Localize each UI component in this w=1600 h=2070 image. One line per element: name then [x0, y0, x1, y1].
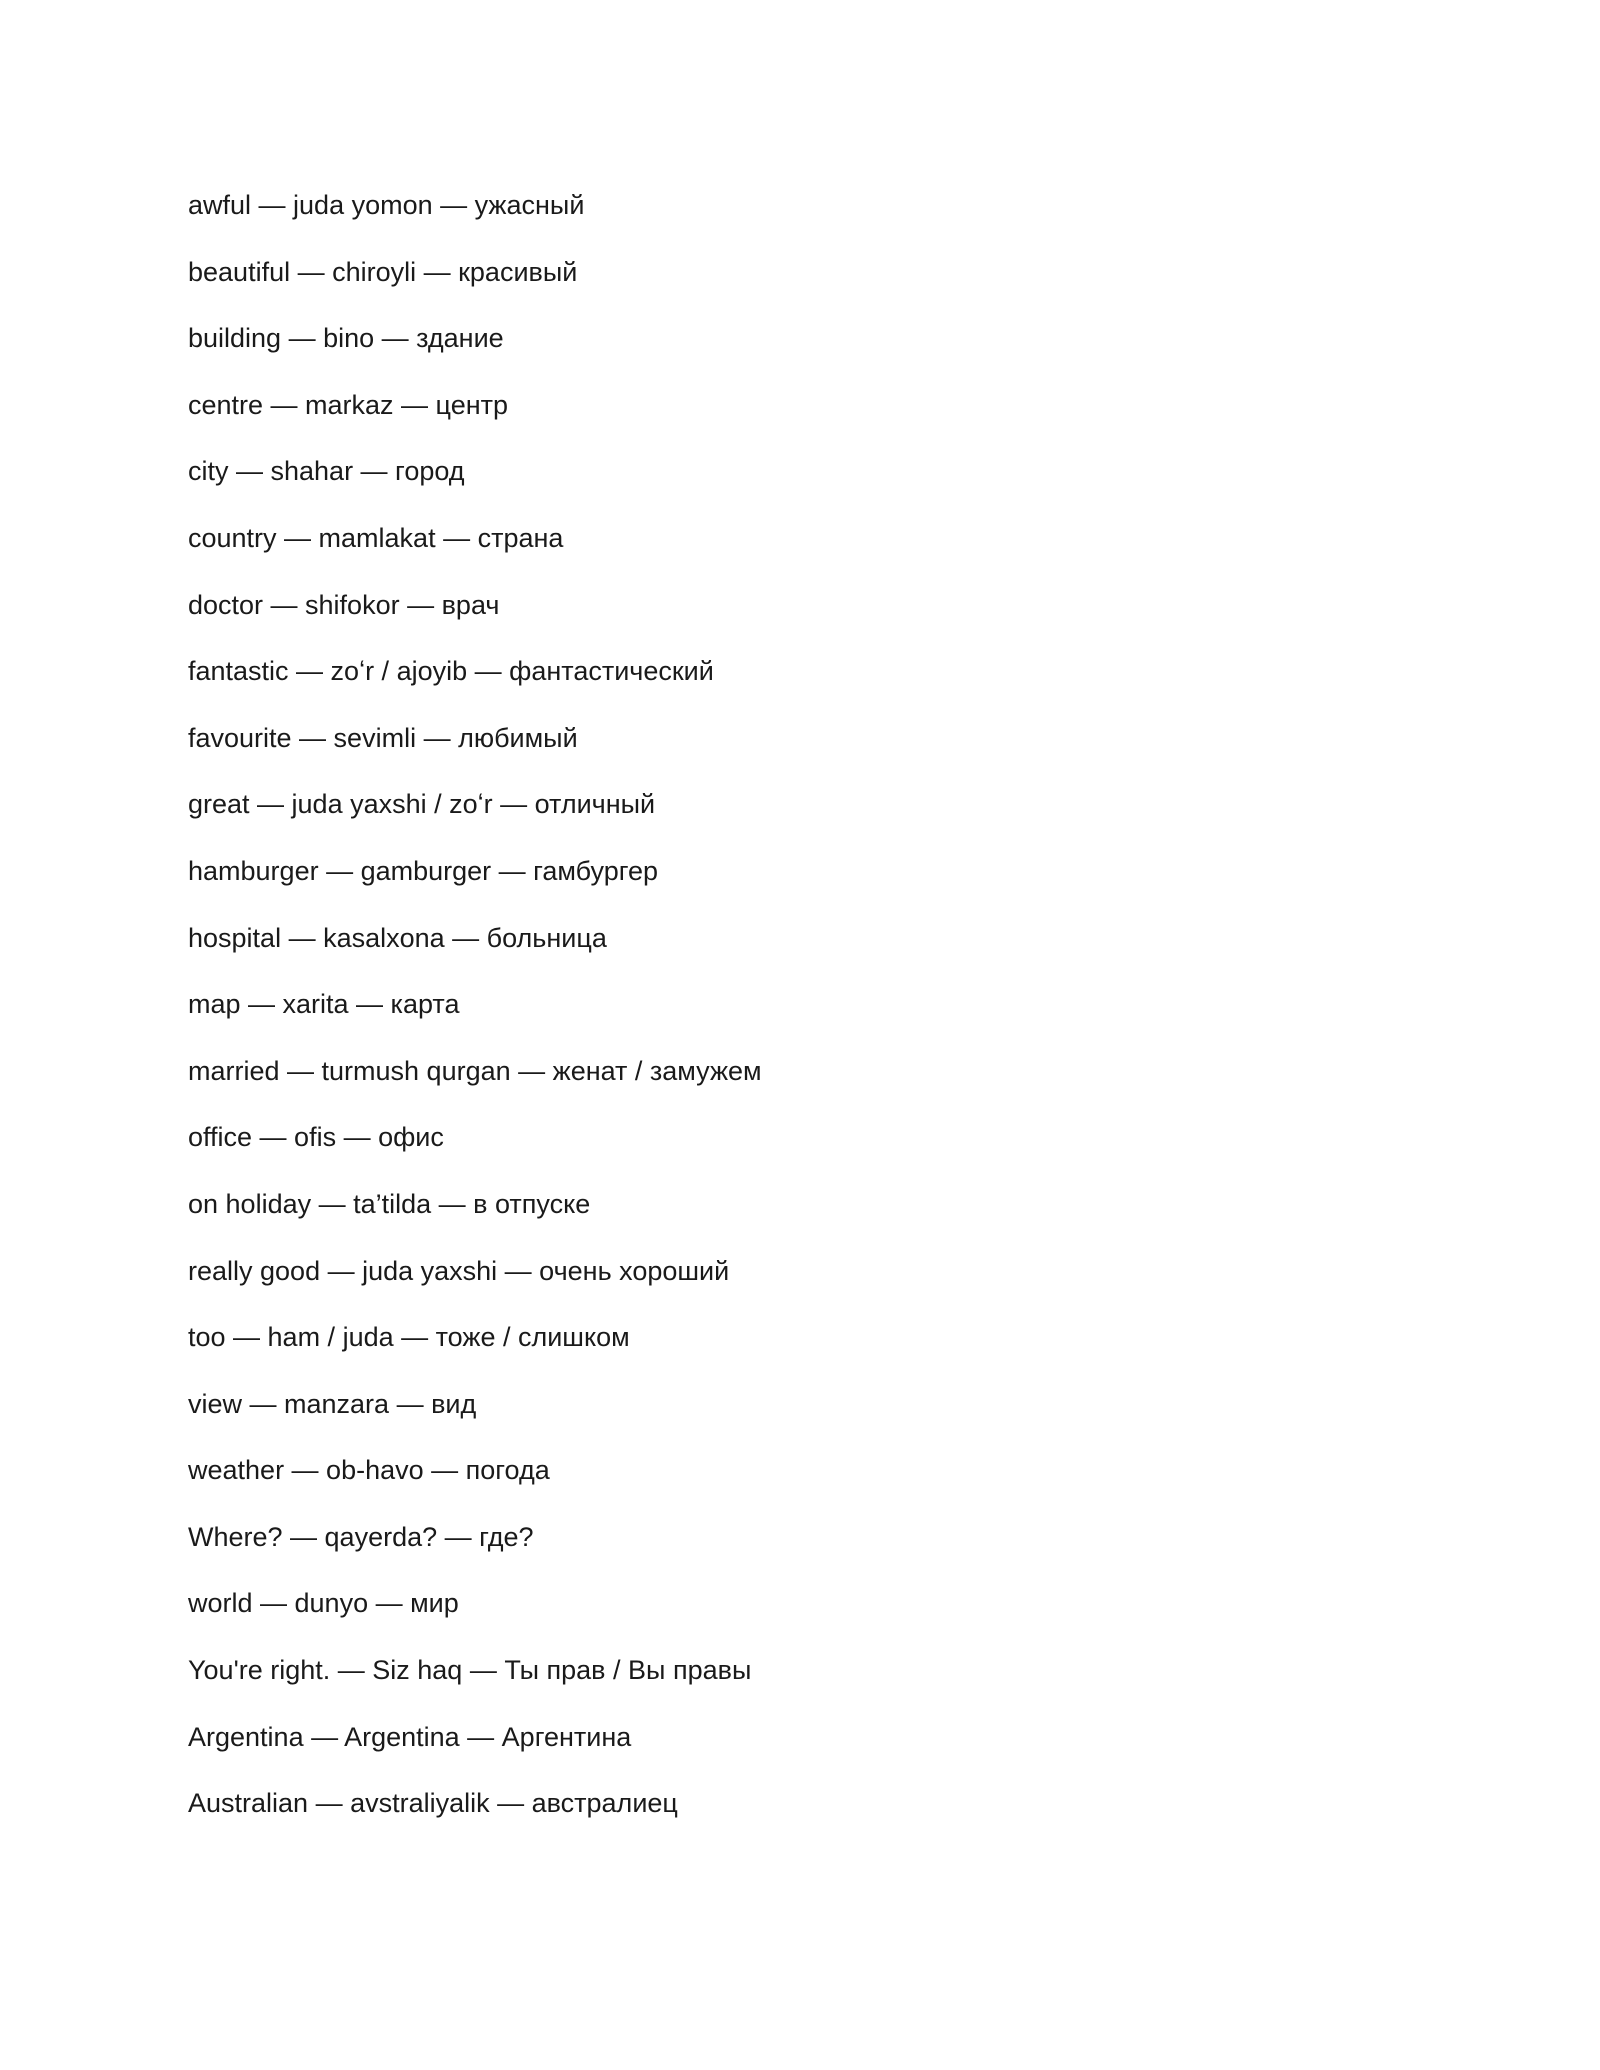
vocab-entry: beautiful — chiroyli — красивый — [188, 256, 578, 287]
vocab-entry: centre — markaz — центр — [188, 389, 509, 420]
vocab-entry: fantastic — zoʻr / ajoyib — фантастический — [188, 656, 714, 687]
vocab-entry: world — dunyo — мир — [188, 1588, 459, 1619]
vocab-entry: view — manzara — вид — [188, 1388, 477, 1419]
vocab-entry: great — juda yaxshi / zoʻr — отличный — [188, 789, 656, 820]
vocab-entry: You're right. — Siz haq — Ты прав / Вы правы — [188, 1655, 752, 1686]
vocab-entry: hospital — kasalxona — больница — [188, 922, 607, 953]
vocab-entry: map — xarita — карта — [188, 989, 460, 1020]
vocab-entry: too — ham / juda — тоже / слишком — [188, 1322, 630, 1353]
vocabulary-list — [188, 186, 762, 1851]
vocab-entry: awful — juda yomon — ужасный — [188, 190, 585, 220]
vocab-entry: Where? — qayerda? — где? — [188, 1521, 534, 1552]
vocab-entry: building — bino — здание — [188, 323, 504, 354]
vocab-entry: office — ofis — офис — [188, 1122, 444, 1153]
vocab-entry: doctor — shifokor — врач — [188, 589, 500, 620]
vocab-entry: country — mamlakat — страна — [188, 522, 564, 553]
vocab-entry: hamburger — gamburger — гамбургер — [188, 855, 659, 886]
vocab-entry: married — turmush qurgan — женат / замужем — [188, 1055, 762, 1086]
vocab-entry: weather — ob-havo — погода — [188, 1455, 550, 1486]
vocab-entry: really good — juda yaxshi — очень хороший — [188, 1255, 730, 1286]
vocab-entry: on holiday — ta’tilda — в отпуске — [188, 1188, 591, 1219]
vocab-entry: Australian — avstraliyalik — австралиец — [188, 1788, 678, 1819]
vocab-entry: city — shahar — город — [188, 456, 465, 487]
vocab-entry: favourite — sevimli — любимый — [188, 722, 578, 753]
vocab-entry: Argentina — Argentina — Аргентина — [188, 1721, 632, 1752]
